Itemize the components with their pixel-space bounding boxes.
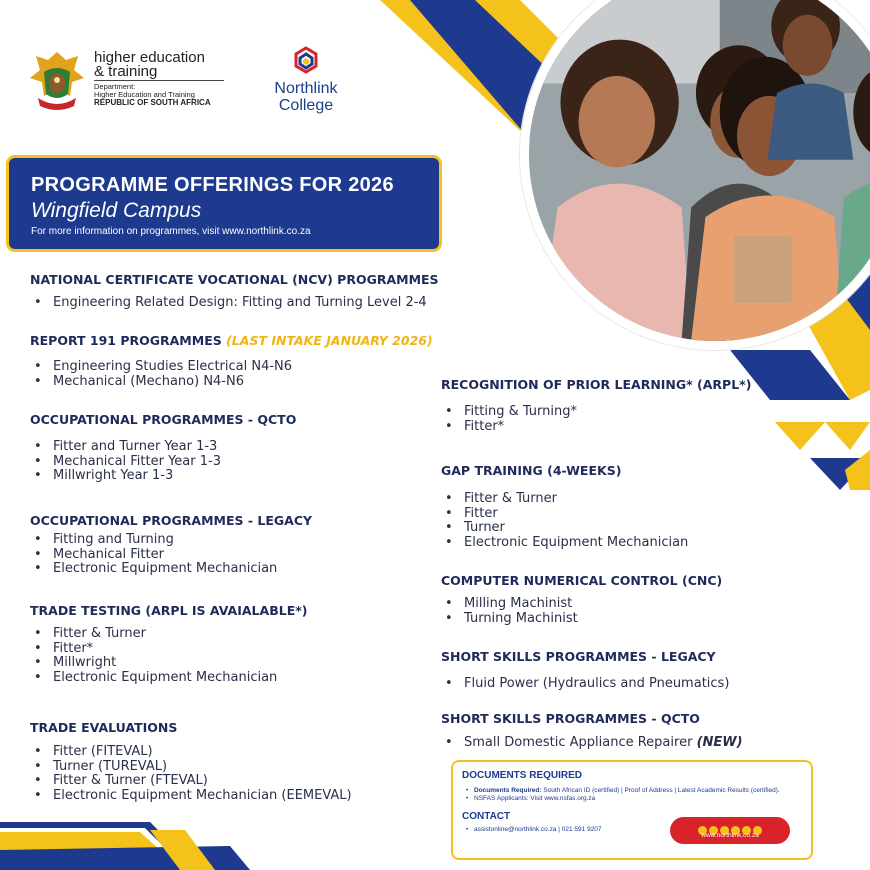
list-item: • Electronic Equipment Mechanician — [30, 671, 307, 686]
list-item: • Engineering Related Design: Fitting and Turning Level 2-4 — [30, 296, 439, 311]
section-heading: RECOGNITION OF PRIOR LEARNING* (ARPL*) — [441, 377, 752, 392]
northlink-mark-icon — [291, 46, 321, 76]
nsfas-item: • NSFAS Applicants: Visit www.nsfas.org.za — [462, 795, 797, 803]
section-heading: SHORT SKILLS PROGRAMMES - LEGACY — [441, 649, 716, 664]
section-occupational-legacy — [30, 513, 312, 577]
item-list — [30, 533, 312, 577]
dhet-dept-line2: Higher Education and Training — [94, 90, 195, 99]
documents-item-text: South African ID (certified) | Proof of Address | Latest Academic Results (certified). — [543, 787, 780, 794]
list-item: • Mechanical Fitter Year 1-3 — [30, 455, 296, 470]
dhet-divider — [94, 80, 224, 81]
page-title: PROGRAMME OFFERINGS FOR 2026 — [31, 174, 394, 196]
section-heading: TRADE EVALUATIONS — [30, 720, 178, 735]
dhet-title-line2: & training — [94, 63, 158, 80]
list-item-text: Small Domestic Appliance Repairer — [464, 735, 693, 750]
section-rpl — [441, 377, 751, 434]
list-item: • Electronic Equipment Mechanician (EEMEVAL) — [30, 789, 352, 804]
section-heading: OCCUPATIONAL PROGRAMMES - LEGACY — [30, 513, 313, 528]
list-item — [441, 736, 743, 751]
social-links-pill[interactable] — [670, 817, 790, 844]
item-list — [30, 745, 352, 803]
section-heading: NATIONAL CERTIFICATE VOCATIONAL (NCV) PROGRAMMES — [30, 272, 439, 287]
college-name-line1: Northlink — [274, 80, 338, 97]
list-item: • Fitter* — [30, 642, 307, 657]
item-list — [30, 296, 439, 311]
documents-item-label: Documents Required: — [474, 787, 542, 794]
item-list — [441, 597, 722, 626]
list-item: • Fitter (FITEVAL) — [30, 745, 352, 760]
section-heading: COMPUTER NUMERICAL CONTROL (CNC) — [441, 573, 723, 588]
title-banner — [6, 155, 442, 252]
contact-heading: CONTACT — [462, 811, 511, 822]
item-list — [30, 360, 433, 389]
item-list — [30, 440, 296, 484]
college-name-line2: College — [278, 97, 334, 114]
section-heading: GAP TRAINING (4-WEEKS) — [441, 463, 622, 478]
documents-item — [462, 787, 797, 795]
coat-of-arms-logo — [28, 50, 86, 112]
list-item: • Fitter and Turner Year 1-3 — [30, 440, 296, 455]
item-list — [441, 405, 751, 434]
list-item: • Millwright — [30, 656, 307, 671]
item-list — [441, 736, 743, 751]
documents-list — [462, 787, 802, 803]
section-gap-training — [441, 463, 688, 550]
item-list — [441, 492, 688, 550]
item-list — [30, 627, 307, 685]
section-heading: SHORT SKILLS PROGRAMMES - QCTO — [441, 711, 700, 726]
documents-heading: DOCUMENTS REQUIRED — [462, 770, 583, 781]
section-report191 — [30, 333, 433, 389]
dhet-dept-line3: REPUBLIC OF SOUTH AFRICA — [94, 98, 211, 107]
section-heading: TRADE TESTING (ARPL IS AVAIALABLE*) — [30, 603, 308, 618]
dhet-title — [94, 51, 205, 79]
section-heading-text: REPORT 191 PROGRAMMES — [30, 333, 222, 348]
contact-item[interactable]: • assistonline@northlink.co.za | 021 591 9207 — [462, 826, 662, 834]
section-short-skills-legacy — [441, 649, 729, 692]
dhet-dept-line1: Department: — [94, 82, 136, 91]
list-item: • Fitter — [441, 507, 688, 522]
list-item: • Mechanical Fitter — [30, 548, 312, 563]
section-occupational-qcto — [30, 412, 296, 484]
list-item: • Millwright Year 1-3 — [30, 469, 296, 484]
item-list — [441, 677, 729, 692]
website-link[interactable]: www.northlink.co.za — [701, 832, 759, 839]
list-item: • Fitter & Turner — [441, 492, 688, 507]
new-badge: (NEW) — [696, 735, 743, 750]
list-item: • Electronic Equipment Mechanician — [441, 536, 688, 551]
list-item: • Turner (TUREVAL) — [30, 760, 352, 775]
list-item: • Mechanical (Mechano) N4-N6 — [30, 375, 433, 390]
section-trade-evaluations — [30, 720, 352, 803]
section-ncv — [30, 272, 439, 311]
list-item: • Turner — [441, 521, 688, 536]
documents-box — [451, 760, 813, 860]
dhet-department — [94, 83, 211, 107]
section-heading — [30, 333, 433, 348]
campus-name: Wingfield Campus — [31, 199, 202, 222]
section-heading: OCCUPATIONAL PROGRAMMES - QCTO — [30, 412, 297, 427]
list-item: • Fitting & Turning* — [441, 405, 751, 420]
more-info-text: For more information on programmes, visit www.northlink.co.za — [31, 226, 311, 237]
list-item: • Engineering Studies Electrical N4-N6 — [30, 360, 433, 375]
list-item: • Milling Machinist — [441, 597, 722, 612]
students-photo — [520, 0, 870, 350]
list-item: • Fitting and Turning — [30, 533, 312, 548]
northlink-logo — [270, 46, 342, 114]
list-item: • Fluid Power (Hydraulics and Pneumatics) — [441, 677, 729, 692]
list-item: • Electronic Equipment Mechanician — [30, 562, 312, 577]
section-cnc — [441, 573, 722, 626]
list-item: • Fitter & Turner (FTEVAL) — [30, 774, 352, 789]
social-icons — [670, 820, 790, 832]
section-trade-testing — [30, 603, 307, 685]
section-short-skills-qcto — [441, 711, 743, 751]
list-item: • Fitter* — [441, 420, 751, 435]
dhet-title-line1: higher education — [94, 49, 205, 66]
list-item: • Turning Machinist — [441, 612, 722, 627]
list-item: • Fitter & Turner — [30, 627, 307, 642]
bottom-stripes-decoration — [0, 820, 250, 870]
last-intake-note: (LAST INTAKE JANUARY 2026) — [226, 333, 433, 348]
